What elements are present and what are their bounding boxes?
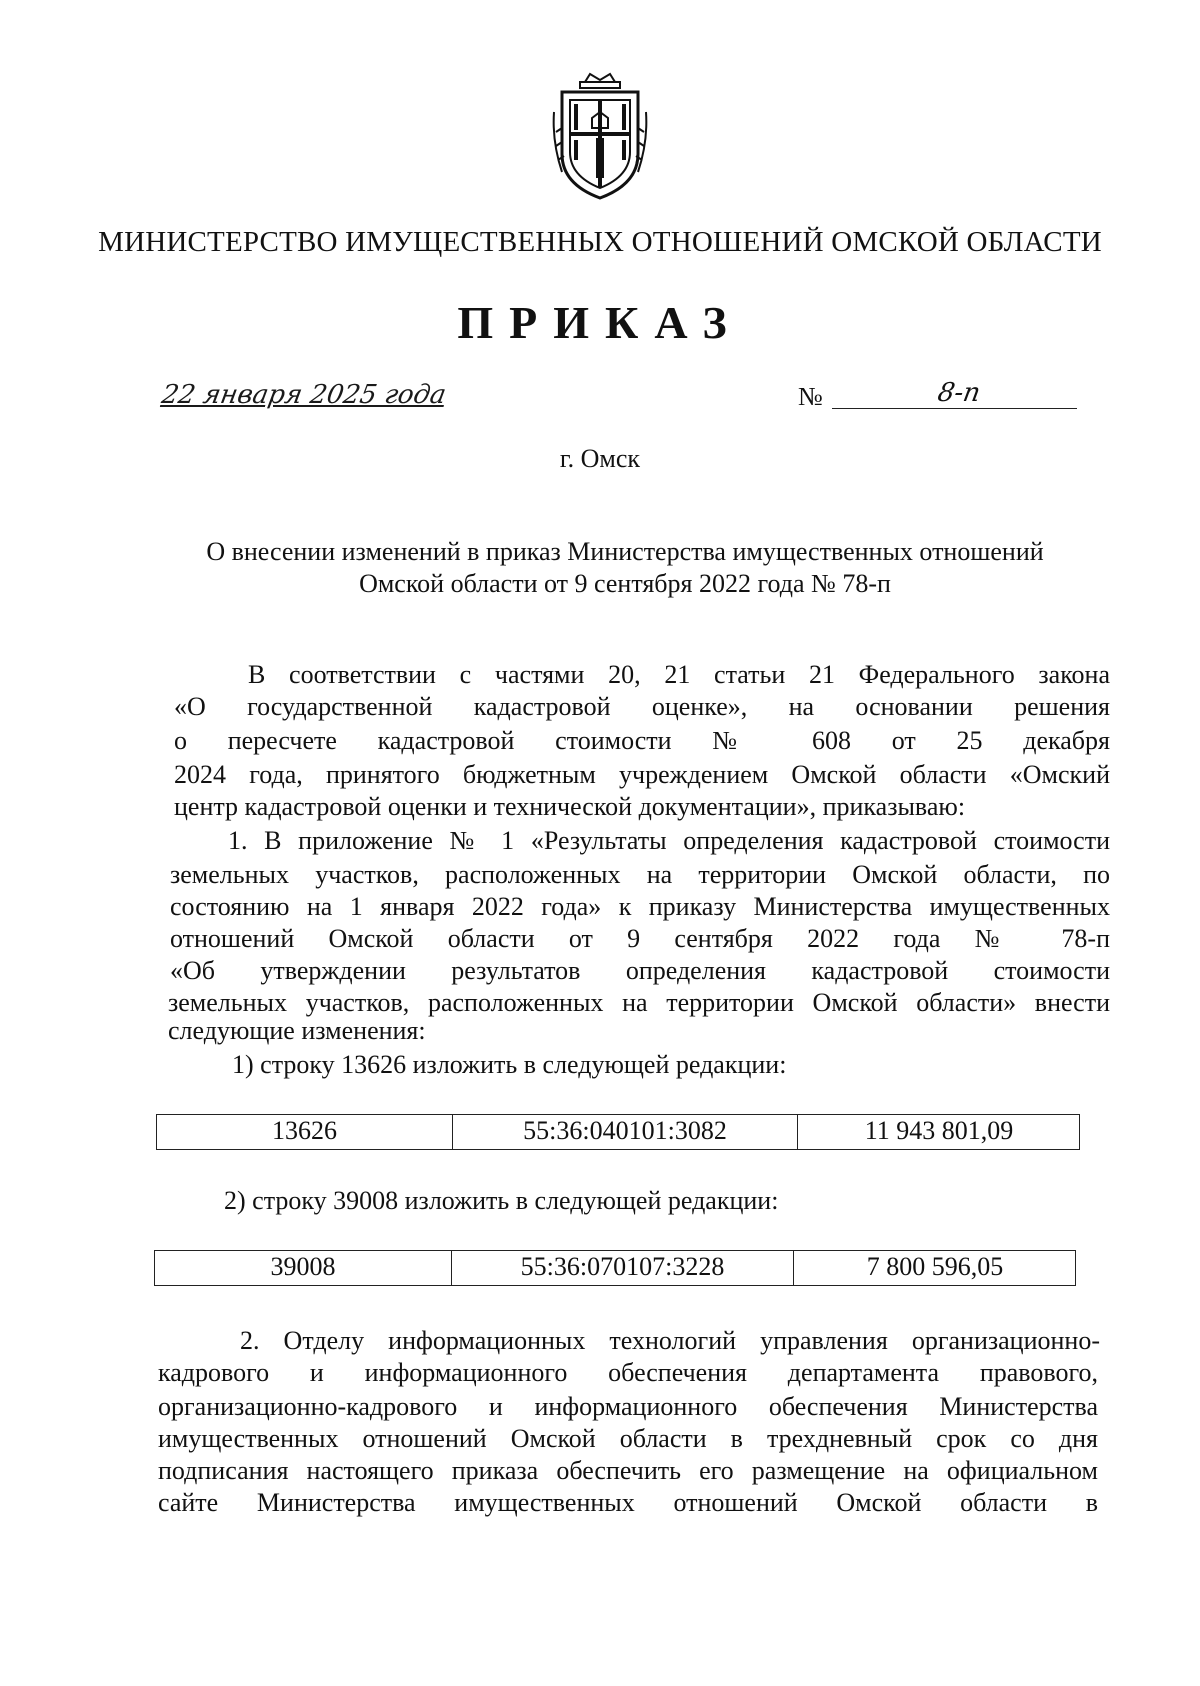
paragraph-line: 2024 года, принятого бюджетным учреждением Омской области «Омский — [174, 760, 1110, 789]
paragraph-line: подписания настоящего приказа обеспечить его размещение на официальном — [158, 1456, 1098, 1485]
paragraph-line: отношений Омской области от 9 сентября 2022 года № 78-п — [170, 924, 1110, 953]
order-title: ПРИКАЗ — [457, 297, 743, 348]
row-number-cell: 39008 — [155, 1251, 452, 1285]
paragraph-line: состоянию на 1 января 2022 года» к приказу Министерства имущественных — [170, 892, 1110, 921]
order-subject — [150, 536, 1100, 600]
order-date-handwritten: 22 января 2025 года — [159, 380, 449, 410]
cadastral-table-row-2 — [154, 1250, 1076, 1286]
item-2-text: 2) строку 39008 изложить в следующей редакции: — [224, 1186, 779, 1215]
paragraph-line: о пересчете кадастровой стоимости № 608 от 25 декабря — [174, 726, 1110, 755]
paragraph-line: 1. В приложение № 1 «Результаты определения кадастровой стоимости — [228, 826, 1110, 855]
paragraph-line: кадрового и информационного обеспечения департамента правового, — [158, 1358, 1098, 1387]
paragraph-line: «О государственной кадастровой оценке», на основании решения — [174, 692, 1110, 721]
cadastral-number-cell: 55:36:070107:3228 — [452, 1251, 794, 1285]
item-1-text: 1) строку 13626 изложить в следующей редакции: — [232, 1050, 787, 1079]
paragraph-line: организационно-кадрового и информационного обеспечения Министерства — [158, 1392, 1098, 1421]
cadastral-table-row-1 — [156, 1114, 1080, 1150]
paragraph-line: земельных участков, расположенных на территории Омской области» внести — [168, 988, 1110, 1017]
order-number-underline — [832, 408, 1077, 409]
order-number-handwritten: 8-п — [935, 378, 983, 408]
paragraph-line: «Об утверждении результатов определения кадастровой стоимости — [170, 956, 1110, 985]
paragraph-line: имущественных отношений Омской области в трехдневный срок со дня — [158, 1424, 1098, 1453]
paragraph-line: сайте Министерства имущественных отношений Омской области в — [158, 1488, 1098, 1517]
paragraph-line: центр кадастровой оценки и технической документации», приказываю: — [174, 792, 966, 821]
subject-line: О внесении изменений в приказ Министерства имущественных отношений — [206, 537, 1044, 566]
row-number-cell: 13626 — [157, 1115, 453, 1149]
city: г. Омск — [559, 444, 641, 473]
cadastral-value-cell: 7 800 596,05 — [866, 1252, 1004, 1281]
ministry-name: МИНИСТЕРСТВО ИМУЩЕСТВЕННЫХ ОТНОШЕНИЙ ОМСКОЙ ОБЛАСТИ — [98, 226, 1102, 258]
subject-line: Омской области от 9 сентября 2022 года № 78-п — [359, 569, 891, 598]
order-number-label: № — [798, 382, 823, 411]
cadastral-value-cell: 11 943 801,09 — [864, 1116, 1014, 1145]
paragraph-line: 2. Отделу информационных технологий управления организационно- — [240, 1326, 1100, 1355]
paragraph-line: следующие изменения: — [168, 1016, 426, 1045]
cadastral-number-cell: 55:36:040101:3082 — [453, 1115, 798, 1149]
paragraph-line: В соответствии с частями 20, 21 статьи 21 Федерального закона — [248, 660, 1110, 689]
coat-of-arms-icon — [550, 72, 650, 202]
paragraph-line: земельных участков, расположенных на территории Омской области, по — [170, 860, 1110, 889]
